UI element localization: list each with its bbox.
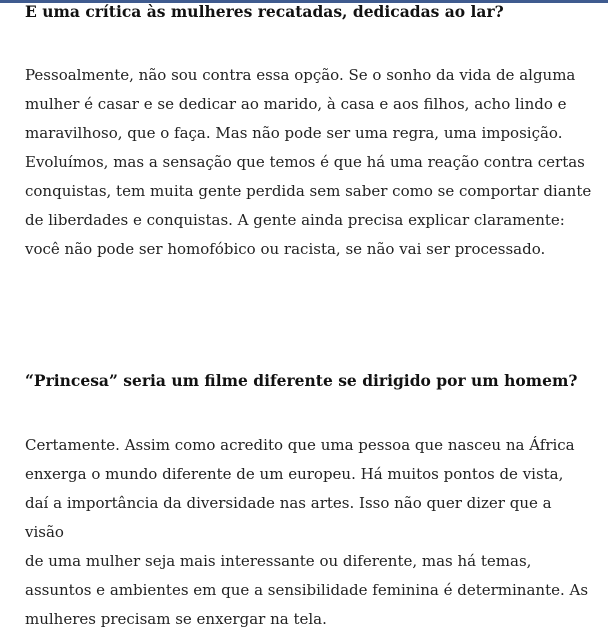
answer-line: maravilhoso, que o faça. Mas não pode ser uma regra, uma imposição. xyxy=(25,124,563,142)
interview-question: E uma crítica às mulheres recatadas, dedicadas ao lar? xyxy=(25,2,504,21)
answer-line: conquistas, tem muita gente perdida sem saber como se comportar diante xyxy=(25,182,592,200)
answer-line: Certamente. Assim como acredito que uma pessoa que nasceu na África xyxy=(25,436,575,454)
interview-answer xyxy=(25,431,595,634)
answer-line: Evoluímos, mas a sensação que temos é que há uma reação contra certas xyxy=(25,153,585,171)
answer-line: você não pode ser homofóbico ou racista, se não vai ser processado. xyxy=(25,240,546,258)
interview-question: “Princesa” seria um filme diferente se dirigido por um homem? xyxy=(25,371,578,390)
answer-line: daí a importância da diversidade nas artes. Isso não quer dizer que a visão xyxy=(25,494,552,541)
answer-line: mulher é casar e se dedicar ao marido, à casa e aos filhos, acho lindo e xyxy=(25,95,567,113)
answer-line: Pessoalmente, não sou contra essa opção. Se o sonho da vida de alguma xyxy=(25,66,576,84)
answer-line: de liberdades e conquistas. A gente ainda precisa explicar claramente: xyxy=(25,211,565,229)
answer-line: mulheres precisam se enxergar na tela. xyxy=(25,610,327,628)
interview-answer xyxy=(25,61,595,264)
answer-line: de uma mulher seja mais interessante ou diferente, mas há temas, xyxy=(25,552,532,570)
answer-line: enxerga o mundo diferente de um europeu. Há muitos pontos de vista, xyxy=(25,465,564,483)
answer-line: assuntos e ambientes em que a sensibilidade feminina é determinante. As xyxy=(25,581,589,599)
